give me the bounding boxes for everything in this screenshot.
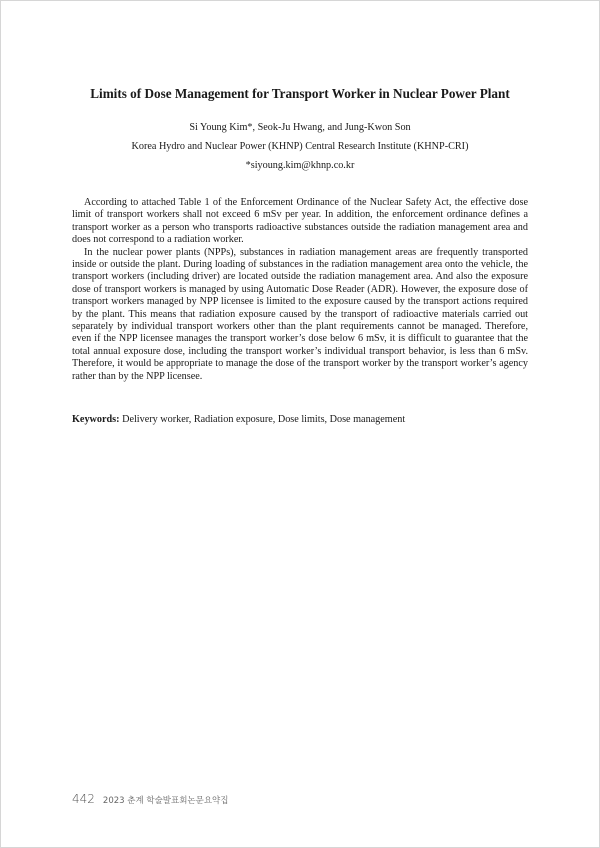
corresponding-email: *siyoung.kim@khnp.co.kr	[245, 160, 355, 171]
abstract-paragraph: According to attached Table 1 of the Enforcement Ordinance of the Nuclear Safety Act, the effective dose limit of transport workers shall not exceed 6 mSv per year. In addition, the enforcement ordinance defines a transport worker as a person who transports radioactive substances outside the radiation management area and does not correspond to a radiation worker.	[72, 197, 528, 246]
abstract-body	[72, 197, 528, 383]
abstract-paragraph: In the nuclear power plants (NPPs), substances in radiation management areas are frequently transported inside or outside the plant. During loading of substances in the radiation management area onto the vehicle, the transport workers (including driver) are located outside the radiation management area. And also the exposure dose of transport workers is managed by using Automatic Dose Reader (ADR). However, the exposure dose of transport workers managed by NPP licensee is limited to the exposure caused by the transport actions required by the plant. This means that radiation exposure caused by the transport of radioactive materials carried out separately by individual transport workers other than the plant requirements cannot be managed. Therefore, even if the NPP licensee manages the transport worker’s dose below 6 mSv, it is difficult to guarantee that the total annual exposure dose, including the transport worker’s individual transport behavior, is less than 6 mSv. Therefore, it would be appropriate to manage the dose of the transport worker by the transport worker’s agency rather than by the NPP licensee.	[72, 246, 528, 382]
page-footer	[72, 792, 228, 806]
page-number: 442	[72, 792, 95, 806]
author-list: Si Young Kim*, Seok-Ju Hwang, and Jung-Kwon Son	[189, 122, 411, 133]
proceedings-name: 2023 춘계 학술발표회논문요약집	[102, 796, 229, 806]
keywords-label: Keywords:	[72, 414, 120, 425]
paper-title: Limits of Dose Management for Transport Worker in Nuclear Power Plant	[90, 86, 510, 101]
author-affiliation: Korea Hydro and Nuclear Power (KHNP) Central Research Institute (KHNP-CRI)	[131, 141, 469, 152]
keywords-line	[72, 414, 528, 426]
keywords-text: Delivery worker, Radiation exposure, Dose limits, Dose management	[119, 414, 406, 425]
